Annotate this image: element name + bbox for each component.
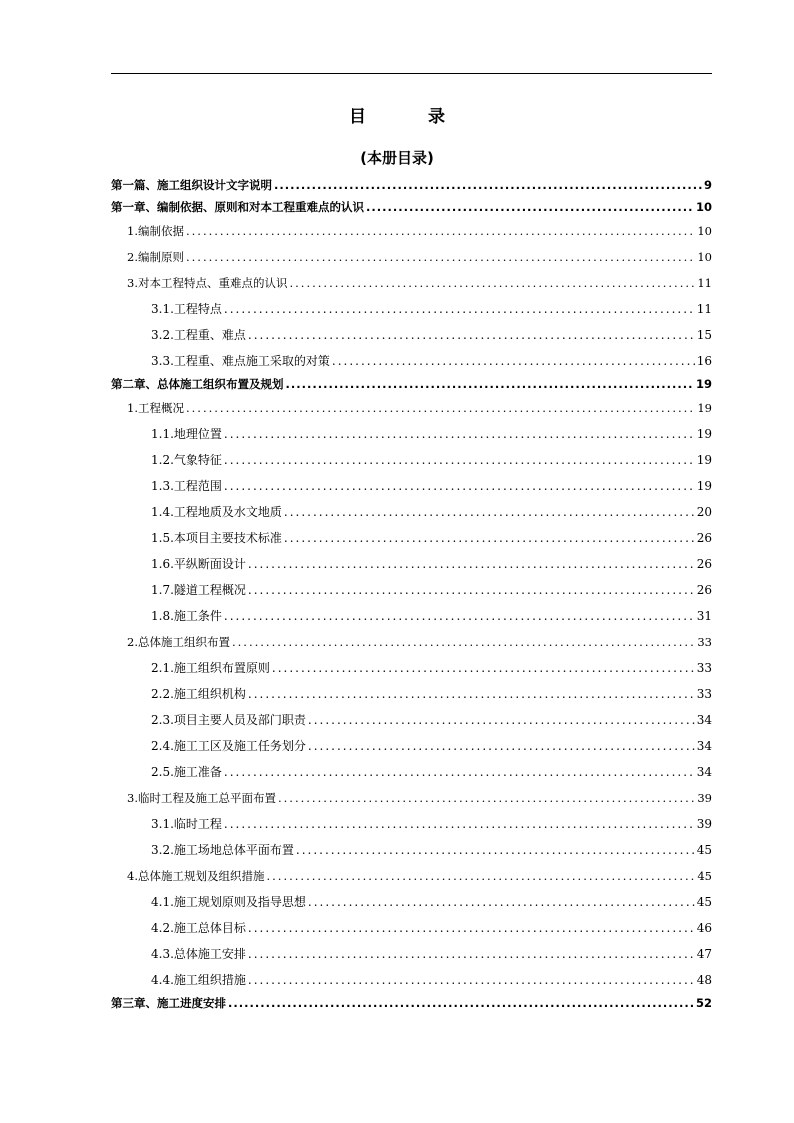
toc-dot-leader (248, 921, 695, 935)
toc-entry-page-number: 15 (696, 328, 712, 342)
toc-entry-page-number: 48 (696, 973, 712, 987)
toc-entry-page-number: 45 (696, 895, 712, 909)
toc-entry[interactable] (111, 765, 712, 779)
toc-entry-label: 1.5.本项目主要技术标准 (151, 531, 282, 545)
toc-dot-leader (248, 973, 695, 987)
toc-entry[interactable] (111, 505, 712, 519)
toc-entry[interactable] (111, 354, 712, 368)
page-title: 目 录 (349, 107, 473, 127)
toc-entry[interactable] (111, 713, 712, 727)
toc-dot-leader (232, 635, 695, 649)
toc-entry[interactable] (111, 921, 712, 935)
toc-entry-label: 1.8.施工条件 (151, 609, 222, 623)
toc-dot-leader (296, 843, 695, 857)
toc-dot-leader (224, 609, 695, 623)
toc-entry-label: 3.1.临时工程 (151, 817, 222, 831)
toc-entry[interactable] (111, 661, 712, 675)
toc-entry-label: 3.2.施工场地总体平面布置 (151, 843, 294, 857)
toc-entry-page-number: 31 (696, 609, 712, 623)
toc-entry-page-number: 46 (696, 921, 712, 935)
toc-dot-leader (224, 765, 695, 779)
toc-entry[interactable] (111, 609, 712, 623)
toc-entry-page-number: 34 (696, 765, 712, 779)
toc-entry-label: 1.7.隧道工程概况 (151, 583, 246, 597)
toc-entry-label: 1.3.工程范围 (151, 479, 222, 493)
toc-entry[interactable] (111, 739, 712, 753)
toc-dot-leader (248, 328, 695, 342)
toc-entry-label: 第二章、总体施工组织布置及规划 (111, 377, 284, 391)
toc-entry-page-number: 10 (697, 250, 712, 264)
toc-entry[interactable] (111, 791, 712, 805)
toc-dot-leader (228, 996, 694, 1010)
toc-entry[interactable] (111, 479, 712, 493)
toc-dot-leader (224, 427, 695, 441)
toc-dot-leader (278, 791, 695, 805)
toc-dot-leader (248, 687, 695, 701)
toc-entry-label: 3.3.工程重、难点施工采取的对策 (151, 354, 330, 368)
toc-entry-page-number: 39 (697, 791, 712, 805)
toc-entry-label: 2.4.施工工区及施工任务划分 (151, 739, 306, 753)
toc-entry-page-number: 45 (696, 843, 712, 857)
toc-entry[interactable] (111, 276, 712, 290)
toc-entry[interactable] (111, 401, 712, 415)
toc-entry-page-number: 26 (696, 583, 712, 597)
toc-entry[interactable] (111, 250, 712, 264)
toc-entry[interactable] (111, 947, 712, 961)
toc-dot-leader (224, 817, 695, 831)
toc-entry-label: 4.3.总体施工安排 (151, 947, 246, 961)
toc-entry-label: 4.2.施工总体目标 (151, 921, 246, 935)
toc-dot-leader (274, 178, 702, 192)
toc-entry-page-number: 11 (696, 302, 712, 316)
toc-dot-leader (224, 302, 695, 316)
toc-entry[interactable] (111, 583, 712, 597)
toc-dot-leader (186, 401, 695, 415)
toc-entry[interactable] (111, 531, 712, 545)
toc-entry[interactable] (111, 973, 712, 987)
toc-entry-label: 3.2.工程重、难点 (151, 328, 246, 342)
toc-dot-leader (286, 377, 694, 391)
toc-entry-page-number: 39 (696, 817, 712, 831)
toc-entry-label: 3.对本工程特点、重难点的认识 (127, 276, 288, 290)
toc-entry-page-number: 47 (696, 947, 712, 961)
toc-entry-label: 1.6.平纵断面设计 (151, 557, 246, 571)
toc-entry-label: 3.临时工程及施工总平面布置 (127, 791, 276, 805)
toc-dot-leader (332, 354, 695, 368)
toc-entry-page-number: 19 (696, 427, 712, 441)
toc-entry-label: 1.2.气象特征 (151, 453, 222, 467)
toc-dot-leader (186, 224, 695, 238)
toc-entry[interactable] (111, 453, 712, 467)
toc-entry-page-number: 19 (695, 377, 712, 391)
toc-entry-label: 1.工程概况 (127, 401, 184, 415)
toc-entry[interactable] (111, 200, 712, 214)
toc-entry-page-number: 52 (695, 996, 712, 1010)
toc-entry[interactable] (111, 843, 712, 857)
toc-entry-page-number: 19 (696, 453, 712, 467)
toc-dot-leader (308, 739, 695, 753)
toc-entry-label: 1.4.工程地质及水文地质 (151, 505, 282, 519)
toc-dot-leader (272, 661, 695, 675)
toc-entry-label: 2.1.施工组织布置原则 (151, 661, 270, 675)
toc-dot-leader (248, 583, 695, 597)
toc-dot-leader (284, 531, 695, 545)
toc-dot-leader (308, 713, 695, 727)
toc-dot-leader (248, 947, 695, 961)
toc-entry[interactable] (111, 224, 712, 238)
toc-dot-leader (289, 276, 695, 290)
toc-dot-leader (186, 250, 695, 264)
toc-entry-label: 2.5.施工准备 (151, 765, 222, 779)
toc-entry-label: 1.编制依据 (127, 224, 184, 238)
toc-entry[interactable] (111, 328, 712, 342)
toc-entry[interactable] (111, 817, 712, 831)
toc-entry-page-number: 16 (696, 354, 712, 368)
toc-entry-label: 2.3.项目主要人员及部门职责 (151, 713, 306, 727)
toc-dot-leader (248, 557, 695, 571)
toc-dot-leader (224, 453, 695, 467)
toc-entry-page-number: 19 (696, 479, 712, 493)
toc-entry-page-number: 10 (695, 200, 712, 214)
toc-entry-label: 2.编制原则 (127, 250, 184, 264)
toc-entry[interactable] (111, 178, 712, 192)
toc-entry-page-number: 34 (696, 739, 712, 753)
toc-dot-leader (366, 200, 694, 214)
toc-entry-page-number: 10 (697, 224, 712, 238)
toc-entry-page-number: 33 (696, 661, 712, 675)
toc-entry[interactable] (111, 427, 712, 441)
toc-entry-page-number: 34 (696, 713, 712, 727)
toc-dot-leader (308, 895, 695, 909)
toc-entry[interactable] (111, 869, 712, 883)
toc-entry-page-number: 26 (696, 531, 712, 545)
toc-dot-leader (224, 479, 695, 493)
toc-entry-label: 第一篇、施工组织设计文字说明 (111, 178, 272, 192)
toc-entry-label: 4.总体施工规划及组织措施 (127, 869, 265, 883)
toc-entry-label: 第三章、施工进度安排 (111, 996, 226, 1010)
toc-entry-label: 2.2.施工组织机构 (151, 687, 246, 701)
toc-entry-label: 4.1.施工规划原则及指导思想 (151, 895, 306, 909)
toc-entry-label: 2.总体施工组织布置 (127, 635, 230, 649)
toc-entry-page-number: 33 (697, 635, 712, 649)
toc-entry-page-number: 33 (696, 687, 712, 701)
toc-entry[interactable] (111, 302, 712, 316)
toc-entry[interactable] (111, 635, 712, 649)
toc-entry-page-number: 9 (703, 178, 712, 192)
toc-dot-leader (284, 505, 695, 519)
toc-entry-label: 第一章、编制依据、原则和对本工程重难点的认识 (111, 200, 364, 214)
header-rule (111, 73, 712, 74)
toc-entry-page-number: 45 (697, 869, 712, 883)
toc-entry-page-number: 11 (697, 276, 712, 290)
toc-entry-label: 3.1.工程特点 (151, 302, 222, 316)
page-subtitle: (本册目录) (360, 149, 434, 167)
toc-entry[interactable] (111, 557, 712, 571)
toc-entry-page-number: 19 (697, 401, 712, 415)
toc-entry-page-number: 20 (696, 505, 712, 519)
toc-dot-leader (266, 869, 695, 883)
toc-entry[interactable] (111, 895, 712, 909)
toc-entry[interactable] (111, 377, 712, 391)
toc-entry-label: 1.1.地理位置 (151, 427, 222, 441)
toc-entry-page-number: 26 (696, 557, 712, 571)
toc-entry[interactable] (111, 996, 712, 1010)
toc-entry-label: 4.4.施工组织措施 (151, 973, 246, 987)
toc-entry[interactable] (111, 687, 712, 701)
